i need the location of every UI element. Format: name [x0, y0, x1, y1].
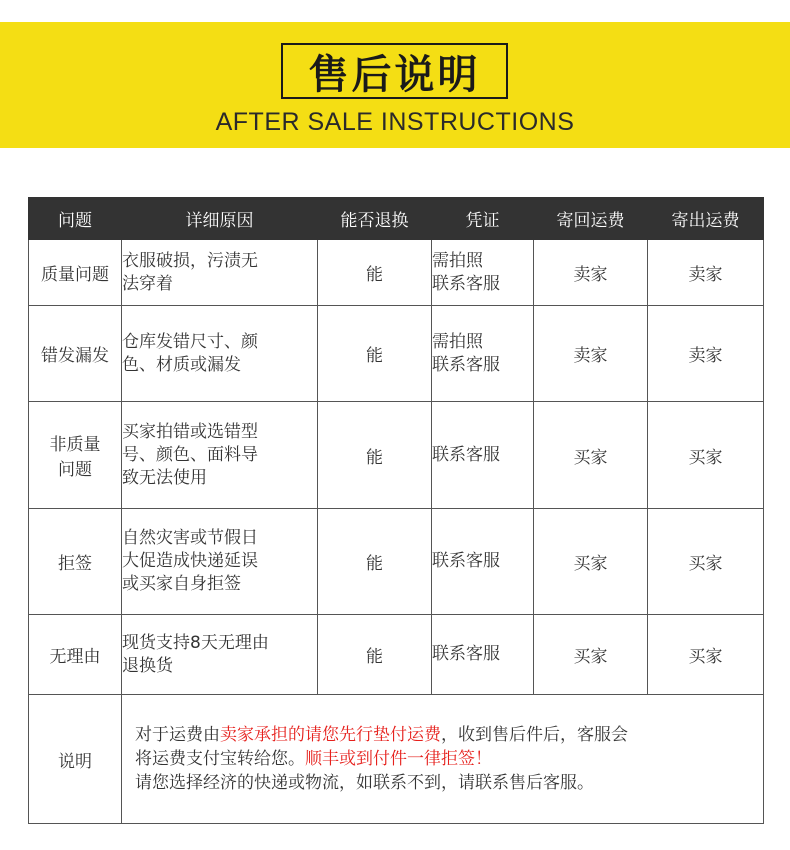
returnable-cell: 能 [318, 306, 432, 402]
return-shipping-cell: 卖家 [534, 240, 648, 306]
evidence-cell: 需拍照 联系客服 [432, 306, 534, 402]
send-shipping-cell: 买家 [648, 402, 764, 509]
table-row [29, 615, 764, 695]
returnable-cell: 能 [318, 509, 432, 615]
issue-cell: 非质量 问题 [29, 402, 122, 509]
column-header: 凭证 [432, 198, 534, 240]
column-header: 问题 [29, 198, 122, 240]
column-header: 寄回运费 [534, 198, 648, 240]
return-shipping-cell: 买家 [534, 402, 648, 509]
column-header: 寄出运费 [648, 198, 764, 240]
table-row [29, 509, 764, 615]
return-shipping-cell: 卖家 [534, 306, 648, 402]
reason-cell: 自然灾害或节假日 大促造成快递延误 或买家自身拒签 [122, 509, 318, 615]
send-shipping-cell: 买家 [648, 615, 764, 695]
header-banner [0, 22, 790, 148]
reason-cell: 衣服破损，污渍无 法穿着 [122, 240, 318, 306]
return-shipping-cell: 买家 [534, 615, 648, 695]
note-content [122, 695, 764, 824]
note-row [29, 695, 764, 824]
returnable-cell: 能 [318, 615, 432, 695]
note-line-1: 对于运费由卖家承担的请您先行垫付运费，收到售后件后，客服会 [135, 725, 628, 745]
column-header: 详细原因 [122, 198, 318, 240]
reason-cell: 现货支持8天无理由 退换货 [122, 615, 318, 695]
issue-cell: 拒签 [29, 509, 122, 615]
after-sale-table [28, 197, 764, 824]
highlight-text: 顺丰或到付件一律拒签！ [305, 749, 492, 769]
page-subtitle: AFTER SALE INSTRUCTIONS [215, 108, 575, 136]
highlight-text: 卖家承担的请您先行垫付运费 [220, 725, 441, 745]
reason-cell: 买家拍错或选错型 号、颜色、面料导 致无法使用 [122, 402, 318, 509]
table-row [29, 306, 764, 402]
evidence-cell: 需拍照 联系客服 [432, 240, 534, 306]
reason-cell: 仓库发错尺寸、颜 色、材质或漏发 [122, 306, 318, 402]
column-header: 能否退换 [318, 198, 432, 240]
returnable-cell: 能 [318, 240, 432, 306]
issue-cell: 无理由 [29, 615, 122, 695]
issue-cell: 质量问题 [29, 240, 122, 306]
table-header-row [29, 198, 764, 240]
evidence-cell: 联系客服 [432, 615, 534, 695]
send-shipping-cell: 卖家 [648, 306, 764, 402]
send-shipping-cell: 买家 [648, 509, 764, 615]
table-row [29, 240, 764, 306]
page-title: 售后说明 [281, 43, 508, 99]
table-row [29, 402, 764, 509]
return-shipping-cell: 买家 [534, 509, 648, 615]
send-shipping-cell: 卖家 [648, 240, 764, 306]
evidence-cell: 联系客服 [432, 402, 534, 509]
evidence-cell: 联系客服 [432, 509, 534, 615]
note-line-2: 将运费支付宝转给您。顺丰或到付件一律拒签！ [135, 749, 492, 769]
returnable-cell: 能 [318, 402, 432, 509]
issue-cell: 错发漏发 [29, 306, 122, 402]
note-line-3: 请您选择经济的快递或物流，如联系不到，请联系售后客服。 [135, 773, 594, 793]
note-label: 说明 [29, 695, 122, 824]
